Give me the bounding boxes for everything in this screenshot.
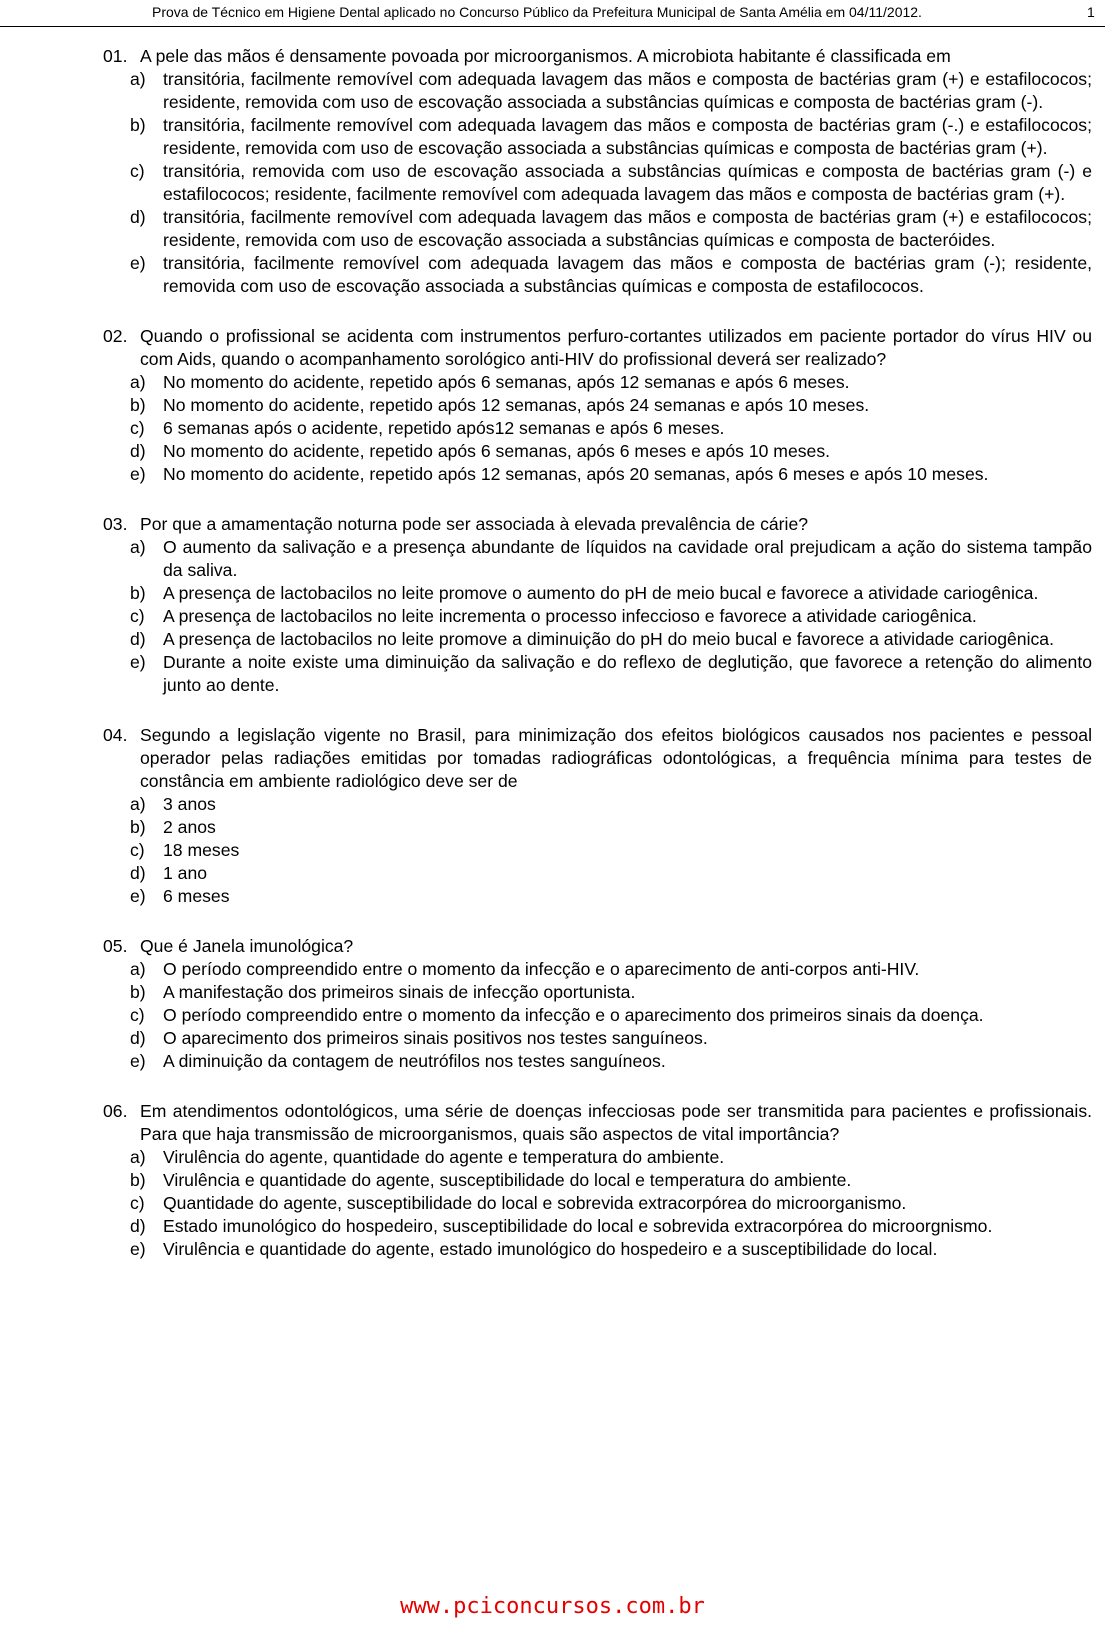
option-text: Virulência e quantidade do agente, susceptibilidade do local e temperatura do ambiente.: [163, 1170, 852, 1190]
option-text: 6 semanas após o acidente, repetido após12 semanas e após 6 meses.: [163, 418, 725, 438]
option-text: 1 ano: [163, 863, 208, 883]
option-c: [103, 160, 1092, 206]
option-label: e): [130, 886, 146, 906]
option-text: A presença de lactobacilos no leite incrementa o processo infeccioso e favorece a atividade cariogênica.: [163, 606, 977, 626]
question-text: Em atendimentos odontológicos, uma série de doenças infecciosas pode ser transmitida para pacientes e profissionais. Para que haja transmissão de microorganismos, quais são aspectos de vital importância?: [140, 1101, 1092, 1144]
question-03: [103, 513, 1092, 697]
option-label: c): [130, 1005, 145, 1025]
question-number: 05.: [103, 936, 128, 956]
option-c: [103, 605, 1092, 628]
question-text: Segundo a legislação vigente no Brasil, para minimização dos efeitos biológicos causados nos pacientes e pessoal operador pelas radiações emitidas por tomadas radiográficas odontológicas, a frequência mínima para testes de constância em ambiente radiológico deve ser de: [140, 725, 1092, 791]
option-label: d): [130, 441, 146, 461]
option-a: [103, 536, 1092, 582]
option-label: c): [130, 840, 145, 860]
option-label: b): [130, 817, 146, 837]
option-b: [103, 394, 1092, 417]
option-b: [103, 1169, 1092, 1192]
option-label: b): [130, 395, 146, 415]
question-stem: [103, 325, 1092, 371]
question-number: 03.: [103, 514, 128, 534]
option-label: a): [130, 537, 146, 557]
option-d: [103, 206, 1092, 252]
option-c: [103, 839, 1092, 862]
option-label: c): [130, 161, 145, 181]
option-c: [103, 417, 1092, 440]
question-text: A pele das mãos é densamente povoada por microorganismos. A microbiota habitante é classificada em: [140, 46, 951, 66]
option-d: [103, 1215, 1092, 1238]
option-text: No momento do acidente, repetido após 12 semanas, após 20 semanas, após 6 meses e após 10 meses.: [163, 464, 989, 484]
option-b: [103, 114, 1092, 160]
option-text: transitória, facilmente removível com adequada lavagem das mãos e composta de bactérias gram (+) e estafilococos; residente, removida com uso de escovação associada a substâncias químicas e composta de bactérias gram (-).: [163, 69, 1092, 112]
page-header: [0, 0, 1105, 27]
option-text: transitória, removida com uso de escovação associada a substâncias químicas e composta de bactérias gram (-) e estafilococos; residente, facilmente removível com adequada lavagem das mãos e composta de bactérias gram (+).: [163, 161, 1092, 204]
header-title: Prova de Técnico em Higiene Dental aplicado no Concurso Público da Prefeitura Municipal de Santa Amélia em 04/11/2012.: [152, 4, 922, 20]
option-e: [103, 651, 1092, 697]
option-label: e): [130, 464, 146, 484]
option-a: [103, 793, 1092, 816]
option-text: A presença de lactobacilos no leite promove o aumento do pH de meio bucal e favorece a atividade cariogênica.: [163, 583, 1039, 603]
option-text: No momento do acidente, repetido após 12 semanas, após 24 semanas e após 10 meses.: [163, 395, 870, 415]
option-label: c): [130, 418, 145, 438]
option-a: [103, 68, 1092, 114]
option-e: [103, 885, 1092, 908]
option-label: c): [130, 1193, 145, 1213]
option-label: d): [130, 629, 146, 649]
question-number: 04.: [103, 725, 128, 745]
option-label: d): [130, 1216, 146, 1236]
option-c: [103, 1192, 1092, 1215]
option-text: 2 anos: [163, 817, 216, 837]
option-a: [103, 958, 1092, 981]
option-text: transitória, facilmente removível com adequada lavagem das mãos e composta de bactérias gram (-); residente, removida com uso de escovação associada a substâncias químicas e composta de estafilococos.: [163, 253, 1092, 296]
option-text: O período compreendido entre o momento da infecção e o aparecimento dos primeiros sinais da doença.: [163, 1005, 984, 1025]
question-text: Que é Janela imunológica?: [140, 936, 354, 956]
question-stem: [103, 935, 1092, 958]
question-01: [103, 45, 1092, 298]
option-text: Durante a noite existe uma diminuição da salivação e do reflexo de deglutição, que favorece a retenção do alimento junto ao dente.: [163, 652, 1092, 695]
question-04: [103, 724, 1092, 908]
option-text: transitória, facilmente removível com adequada lavagem das mãos e composta de bactérias gram (-.) e estafilococos; residente, removida com uso de escovação associada a substâncias químicas e composta de bactérias gram (+).: [163, 115, 1092, 158]
option-label: d): [130, 863, 146, 883]
option-e: [103, 463, 1092, 486]
question-05: [103, 935, 1092, 1073]
question-02: [103, 325, 1092, 486]
option-label: b): [130, 982, 146, 1002]
option-label: e): [130, 1051, 146, 1071]
option-text: 6 meses: [163, 886, 230, 906]
option-label: d): [130, 1028, 146, 1048]
option-text: O aparecimento dos primeiros sinais positivos nos testes sanguíneos.: [163, 1028, 708, 1048]
question-text: Quando o profissional se acidenta com instrumentos perfuro-cortantes utilizados em paciente portador do vírus HIV ou com Aids, quando o acompanhamento sorológico anti-HIV do profissional deverá ser realizado?: [140, 326, 1092, 369]
option-b: [103, 981, 1092, 1004]
question-list: [103, 45, 1092, 1288]
option-a: [103, 371, 1092, 394]
option-label: a): [130, 1147, 146, 1167]
question-06: [103, 1100, 1092, 1261]
option-b: [103, 816, 1092, 839]
option-text: No momento do acidente, repetido após 6 semanas, após 6 meses e após 10 meses.: [163, 441, 830, 461]
option-text: Quantidade do agente, susceptibilidade do local e sobrevida extracorpórea do microorganismo.: [163, 1193, 907, 1213]
option-label: a): [130, 69, 146, 89]
question-number: 02.: [103, 326, 128, 346]
question-stem: [103, 45, 1092, 68]
option-label: c): [130, 606, 145, 626]
option-label: b): [130, 115, 146, 135]
question-stem: [103, 724, 1092, 793]
option-a: [103, 1146, 1092, 1169]
option-label: b): [130, 583, 146, 603]
option-c: [103, 1004, 1092, 1027]
option-text: O período compreendido entre o momento da infecção e o aparecimento de anti-corpos anti-HIV.: [163, 959, 920, 979]
option-d: [103, 628, 1092, 651]
page-number: 1: [1087, 4, 1095, 20]
option-label: e): [130, 253, 146, 273]
question-stem: [103, 1100, 1092, 1146]
option-d: [103, 862, 1092, 885]
question-number: 06.: [103, 1101, 128, 1121]
option-text: Estado imunológico do hospedeiro, susceptibilidade do local e sobrevida extracorpórea do microorgnismo.: [163, 1216, 993, 1236]
option-text: O aumento da salivação e a presença abundante de líquidos na cavidade oral prejudicam a ação do sistema tampão da saliva.: [163, 537, 1092, 580]
option-text: Virulência e quantidade do agente, estado imunológico do hospedeiro e a susceptibilidade do local.: [163, 1239, 938, 1259]
question-stem: [103, 513, 1092, 536]
option-label: a): [130, 372, 146, 392]
option-text: Virulência do agente, quantidade do agente e temperatura do ambiente.: [163, 1147, 725, 1167]
option-text: 18 meses: [163, 840, 240, 860]
option-d: [103, 1027, 1092, 1050]
option-label: a): [130, 794, 146, 814]
option-text: No momento do acidente, repetido após 6 semanas, após 12 semanas e após 6 meses.: [163, 372, 850, 392]
option-text: transitória, facilmente removível com adequada lavagem das mãos e composta de bactérias gram (+) e estafilococos; residente, removida com uso de escovação associada a substâncias químicas e composta de bacteróides.: [163, 207, 1092, 250]
option-d: [103, 440, 1092, 463]
option-b: [103, 582, 1092, 605]
question-number: 01.: [103, 46, 128, 66]
footer-url: www.pciconcursos.com.br: [400, 1594, 705, 1619]
option-text: A manifestação dos primeiros sinais de infecção oportunista.: [163, 982, 636, 1002]
option-label: d): [130, 207, 146, 227]
option-label: e): [130, 652, 146, 672]
option-e: [103, 1050, 1092, 1073]
option-e: [103, 1238, 1092, 1261]
option-e: [103, 252, 1092, 298]
option-text: A diminuição da contagem de neutrófilos nos testes sanguíneos.: [163, 1051, 666, 1071]
option-text: A presença de lactobacilos no leite promove a diminuição do pH do meio bucal e favorece a atividade cariogênica.: [163, 629, 1054, 649]
option-text: 3 anos: [163, 794, 216, 814]
option-label: a): [130, 959, 146, 979]
question-text: Por que a amamentação noturna pode ser associada à elevada prevalência de cárie?: [140, 514, 809, 534]
option-label: b): [130, 1170, 146, 1190]
option-label: e): [130, 1239, 146, 1259]
